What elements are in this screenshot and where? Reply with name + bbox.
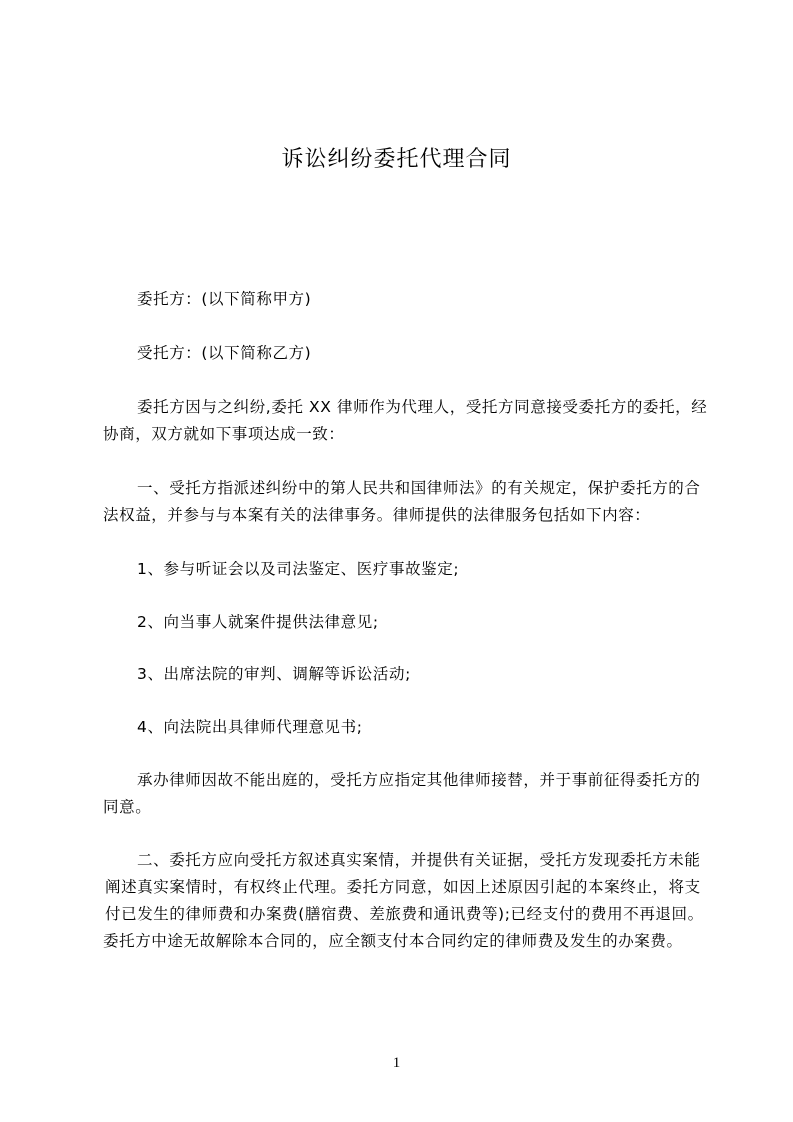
list-item: 4、向法院出具律师代理意见书;: [137, 718, 363, 736]
paragraph-line: 协商，双方就如下事项达成一致：: [103, 425, 345, 443]
paragraph-line: 同意。: [103, 798, 152, 816]
list-item: 1、参与听证会以及司法鉴定、医疗事故鉴定;: [137, 560, 460, 578]
paragraph-line: 二、委托方应向受托方叙述真实案情，并提供有关证据，受托方发现委托方未能: [137, 851, 701, 869]
paragraph-line: 承办律师因故不能出庭的，受托方应指定其他律师接替，并于事前征得委托方的: [137, 771, 701, 789]
list-item: 3、出席法院的审判、调解等诉讼活动;: [137, 665, 411, 683]
list-item: 2、向当事人就案件提供法律意见;: [137, 613, 379, 631]
paragraph-line: 委托方因与之纠纷,委托 XX 律师作为代理人，受托方同意接受委托方的委托，经: [137, 398, 708, 416]
party-b-line: 受托方：(以下简称乙方): [137, 344, 312, 362]
paragraph-line: 阐述真实案情时，有权终止代理。委托方同意，如因上述原因引起的本案终止，将支: [105, 878, 701, 896]
paragraph-line: 法权益，并参与与本案有关的法律事务。律师提供的法律服务包括如下内容：: [103, 506, 651, 524]
party-a-line: 委托方：(以下简称甲方): [137, 290, 312, 308]
paragraph-line: 委托方中途无故解除本合同的，应全额支付本合同约定的律师费及发生的办案费。: [103, 932, 683, 950]
document-title: 诉讼纠纷委托代理合同: [281, 147, 512, 172]
page-number: 1: [392, 1055, 401, 1071]
paragraph-line: 付已发生的律师费和办案费(膳宿费、差旅费和通讯费等);已经支付的费用不再退回。: [105, 905, 704, 923]
paragraph-line: 一、受托方指派述纠纷中的第人民共和国律师法》的有关规定，保护委托方的合: [137, 479, 701, 497]
